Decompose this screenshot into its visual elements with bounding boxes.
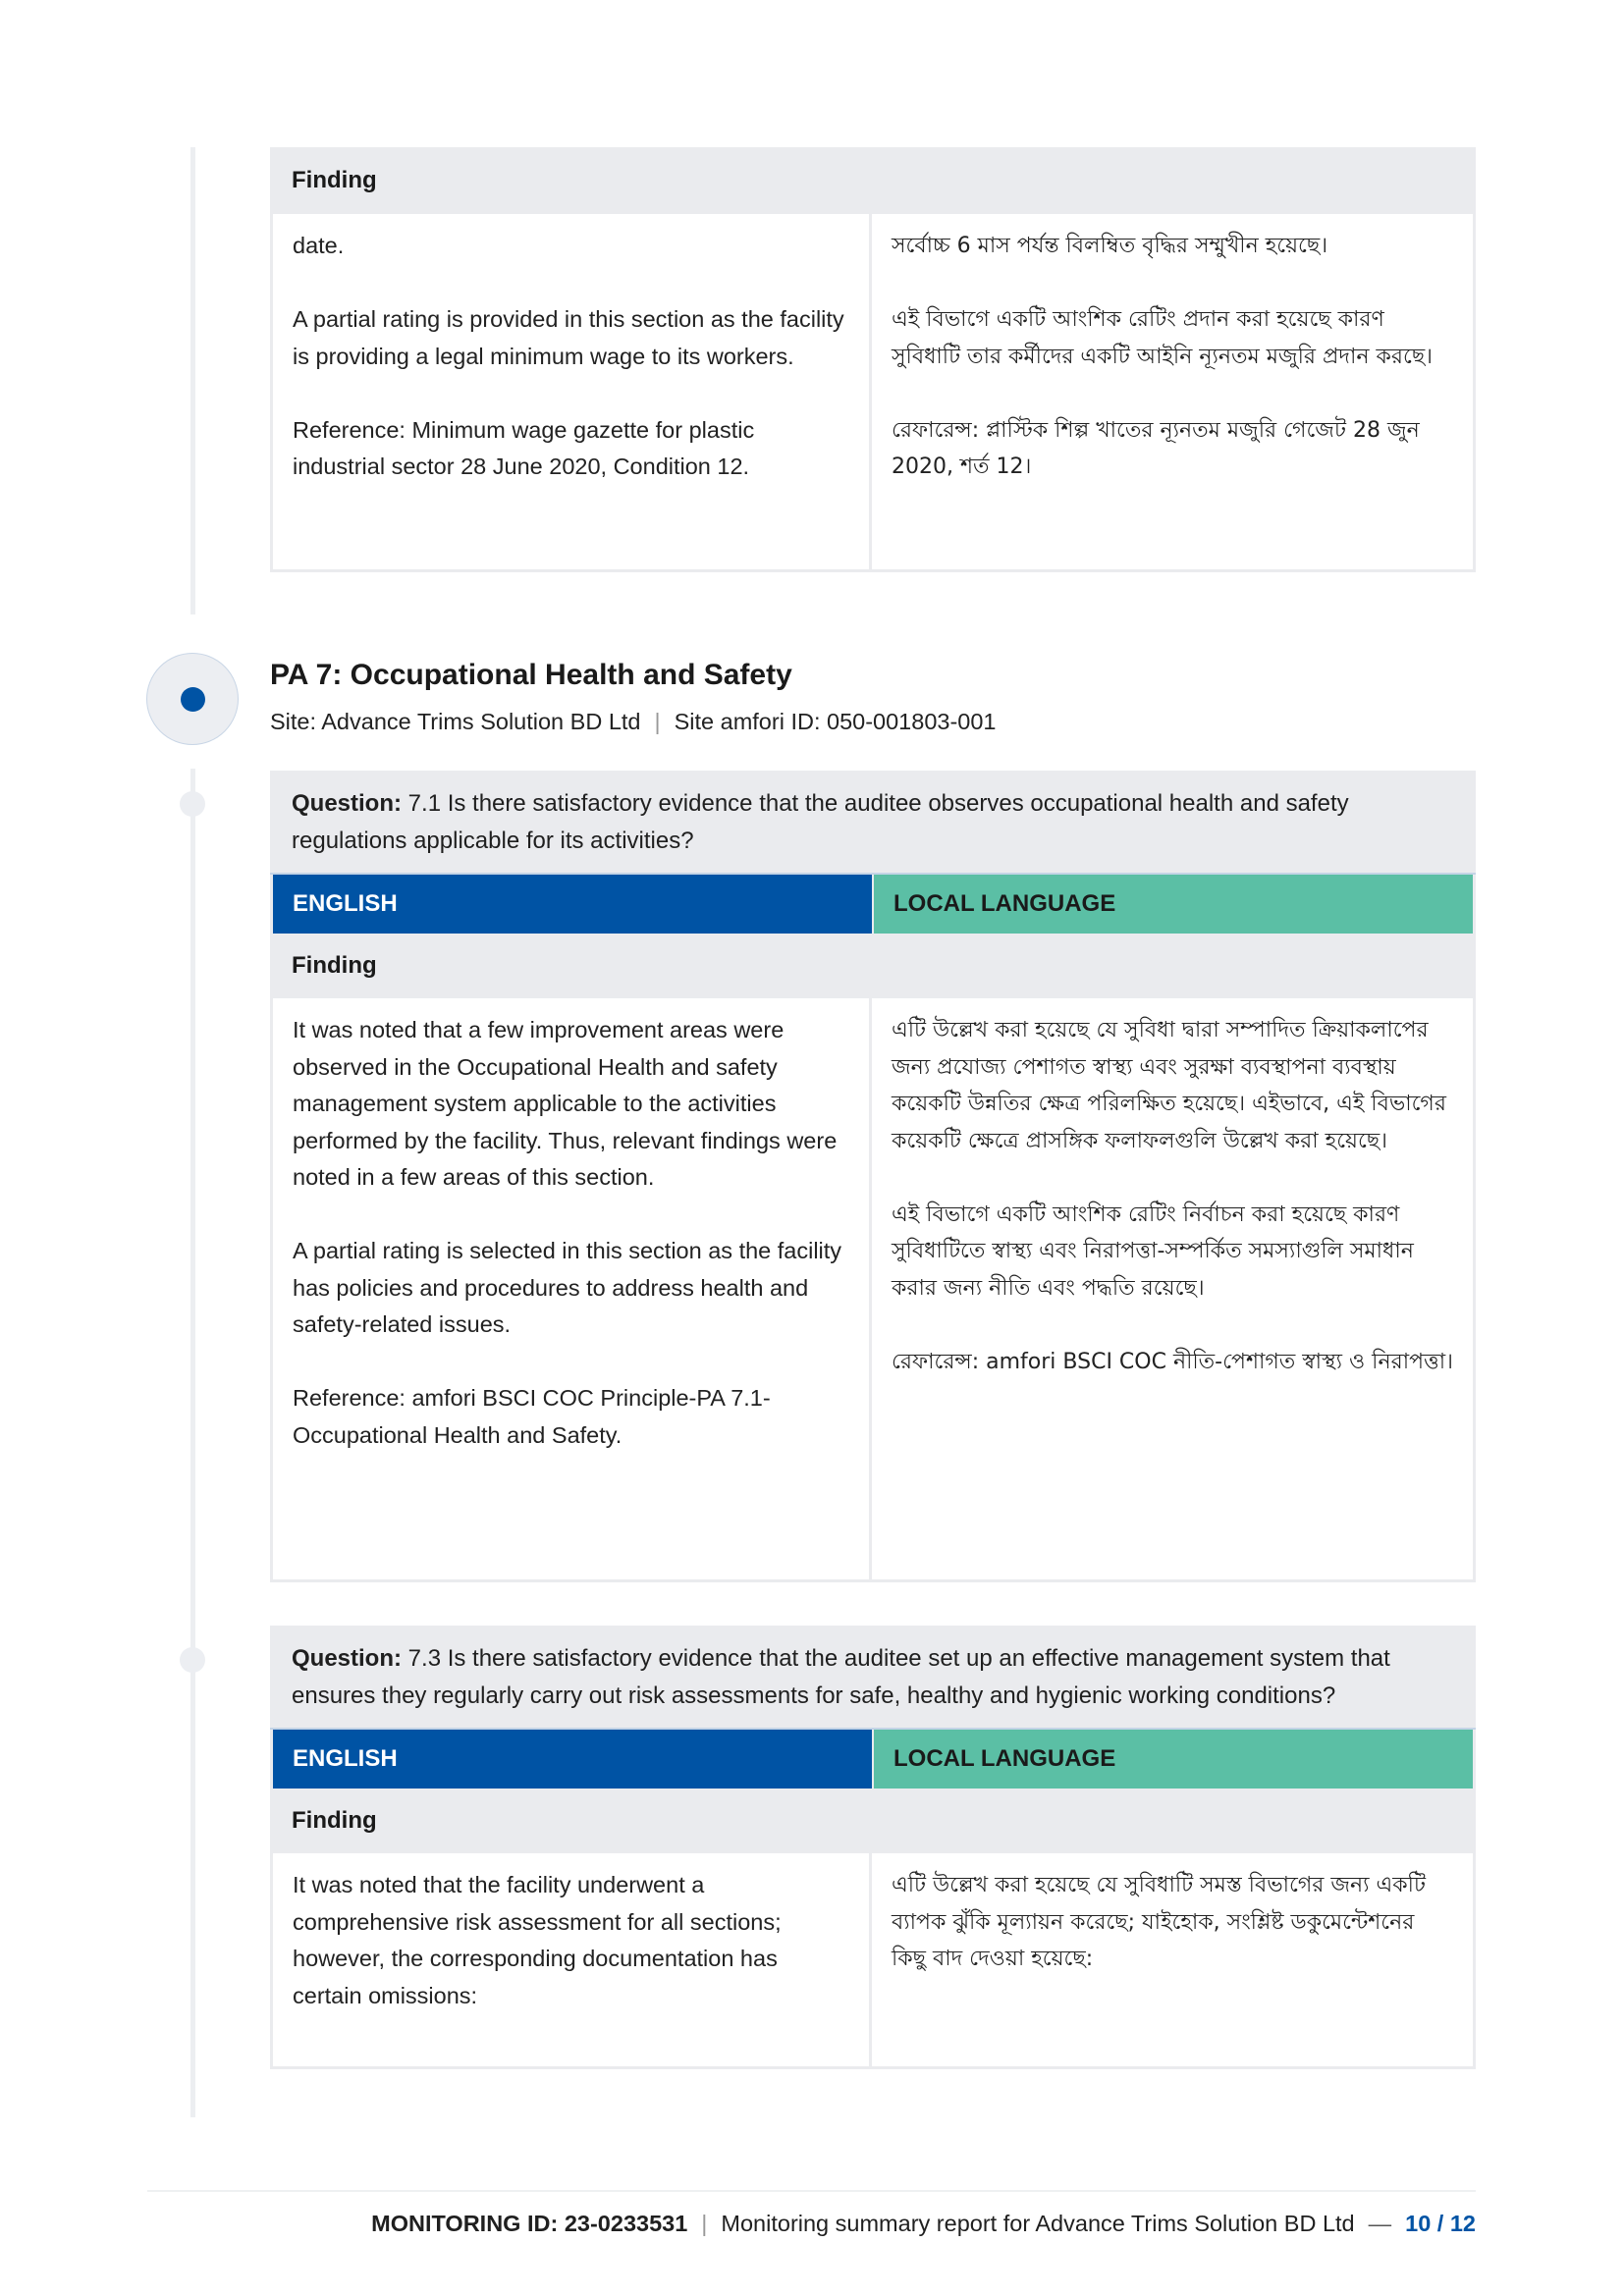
finding-header: Finding: [270, 1789, 1476, 1853]
question-text: [270, 771, 1476, 873]
paragraph: এই বিভাগে একটি আংশিক রেটিং প্রদান করা হয়েছে কারণ সুবিধাটি তার কর্মীদের একটি আইনি ন্যূনতম মজুরি প্রদান করছে।: [892, 307, 1434, 369]
section-site-line: [270, 709, 997, 735]
finding-row: [270, 998, 1476, 1582]
paragraph: সর্বোচ্চ 6 মাস পর্যন্ত বিলম্বিত বৃদ্ধির সম্মুখীন হয়েছে।: [892, 234, 1328, 258]
paragraph: It was noted that the facility underwent a comprehensive risk assessment for all sections; however, the corresponding documentation has certain omissions:: [293, 1872, 782, 2008]
language-header-row: [270, 873, 1476, 934]
paragraph: Reference: Minimum wage gazette for plastic industrial sector 28 June 2020, Condition 12.: [293, 416, 755, 479]
finding-local: [872, 998, 1473, 1579]
finding-header: Finding: [270, 147, 1476, 214]
paragraph: A partial rating is provided in this section as the facility is providing a legal minimum wage to its workers.: [293, 306, 844, 369]
question-label: Question:: [292, 790, 402, 817]
finding-row: [270, 1853, 1476, 2069]
question-block: [270, 771, 1476, 1582]
english-column-header: ENGLISH: [273, 1730, 872, 1789]
timeline-line: [190, 769, 195, 2117]
local-language-column-header: LOCAL LANGUAGE: [874, 875, 1473, 934]
finding-row: [270, 214, 1476, 572]
question-marker: [180, 791, 205, 817]
paragraph: এই বিভাগে একটি আংশিক রেটিং নির্বাচন করা হয়েছে কারণ সুবিধাটিতে স্বাস্থ্য এবং নিরাপত্তা-সম্পর্কিত সমস্যাগুলি সমাধান করার জন্য নীতি এবং পদ্ধতি রয়েছে।: [892, 1201, 1414, 1301]
timeline-line: [190, 147, 195, 614]
footer-divider: [147, 2190, 1476, 2192]
site-name: Site: Advance Trims Solution BD Ltd: [270, 709, 641, 734]
continued-finding-table: [270, 147, 1476, 572]
paragraph: এটি উল্লেখ করা হয়েছে যে সুবিধাটি সমস্ত বিভাগের জন্য একটি ব্যাপক ঝুঁকি মূল্যায়ন করেছে; যাইহোক, সংশ্লিষ্ট ডকুমেন্টেশনের কিছু বাদ দেওয়া হয়েছে:: [892, 1873, 1426, 1971]
question-block: [270, 1626, 1476, 2069]
finding-english: [273, 214, 872, 569]
local-language-column-header: LOCAL LANGUAGE: [874, 1730, 1473, 1789]
separator: |: [654, 709, 661, 734]
paragraph: এটি উল্লেখ করা হয়েছে যে সুবিধা দ্বারা সম্পাদিত ক্রিয়াকলাপের জন্য প্রযোজ্য পেশাগত স্বাস্থ্য এবং সুরক্ষা ব্যবস্থাপনা ব্যবস্থায় কয়েকটি উন্নতির ক্ষেত্র পরিলক্ষিত হয়েছে। এইভাবে, এই বিভাগের কয়েকটি ক্ষেত্রে প্রাসঙ্গিক ফলাফলগুলি উল্লেখ করা হয়েছে।: [892, 1018, 1446, 1153]
finding-english: [273, 998, 872, 1579]
monitoring-id: MONITORING ID: 23-0233531: [371, 2211, 688, 2236]
separator: |: [701, 2211, 708, 2236]
report-title: Monitoring summary report for Advance Trims Solution BD Ltd: [721, 2211, 1355, 2236]
paragraph: date.: [293, 233, 345, 258]
finding-header: Finding: [270, 934, 1476, 998]
paragraph: রেফারেন্স: প্লাস্টিক শিল্প খাতের ন্যূনতম মজুরি গেজেট 28 জুন 2020, শর্ত 12।: [892, 417, 1420, 479]
question-body: 7.1 Is there satisfactory evidence that the auditee observes occupational health and safety regulations applicable for its activities?: [292, 790, 1349, 854]
finding-english: [273, 1853, 872, 2066]
finding-local: [872, 214, 1473, 569]
paragraph: Reference: amfori BSCI COC Principle-PA 7.1-Occupational Health and Safety.: [293, 1385, 771, 1448]
language-header-row: [270, 1728, 1476, 1789]
question-label: Question:: [292, 1645, 402, 1672]
paragraph: It was noted that a few improvement areas were observed in the Occupational Health and safety management system applicable to the activities performed by the facility. Thus, relevant findings were noted in a few areas of this section.: [293, 1017, 838, 1190]
question-marker: [180, 1647, 205, 1673]
section-marker-dot: [181, 687, 205, 712]
site-amfori-id: Site amfori ID: 050-001803-001: [674, 709, 997, 734]
finding-local: [872, 1853, 1473, 2066]
paragraph: রেফারেন্স: amfori BSCI COC নীতি-পেশাগত স্বাস্থ্য ও নিরাপত্তা।: [892, 1349, 1454, 1374]
page-number: 10 / 12: [1405, 2211, 1476, 2236]
question-body: 7.3 Is there satisfactory evidence that the auditee set up an effective management system that ensures they regularly carry out risk assessments for safe, healthy and hygienic working conditions?: [292, 1645, 1390, 1709]
question-text: [270, 1626, 1476, 1728]
dash: —: [1368, 2211, 1392, 2236]
page-footer: [371, 2211, 1476, 2237]
section-title: PA 7: Occupational Health and Safety: [270, 659, 792, 691]
english-column-header: ENGLISH: [273, 875, 872, 934]
section-marker: [146, 653, 239, 745]
paragraph: A partial rating is selected in this section as the facility has policies and procedures to address health and safety-related issues.: [293, 1238, 842, 1337]
